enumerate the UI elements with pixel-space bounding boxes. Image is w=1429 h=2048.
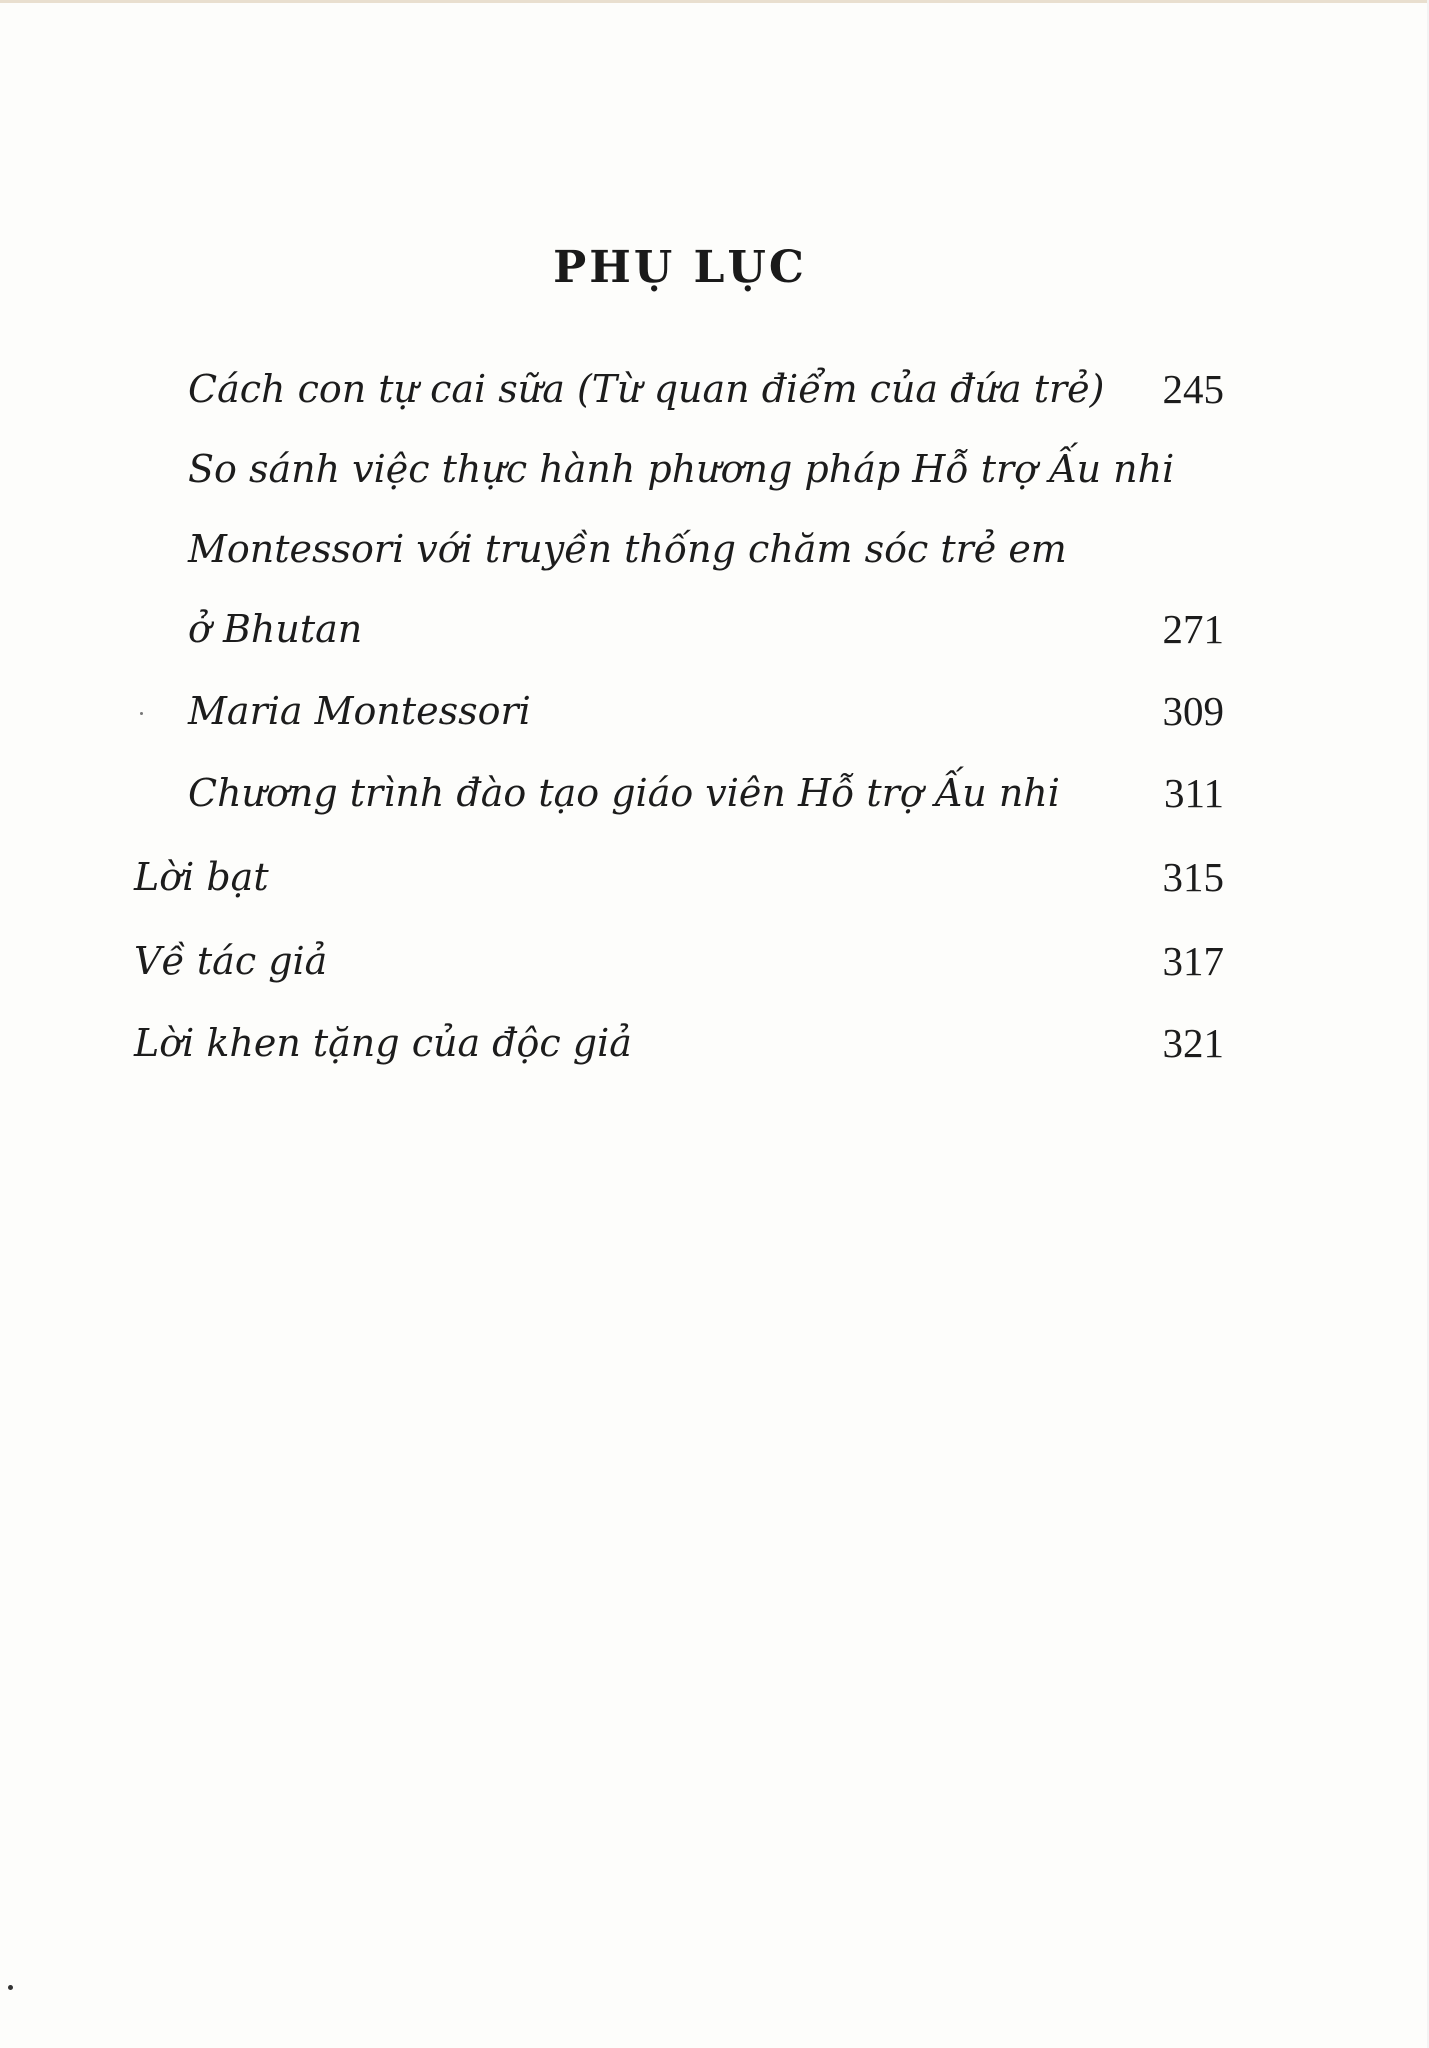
toc-entry-afterword-page: 315 [1162, 854, 1224, 900]
toc-entry-training-page: 311 [1164, 770, 1224, 816]
toc-entry-praise-page: 321 [1162, 1020, 1224, 1066]
page-title: PHỤ LỤC [553, 242, 807, 293]
toc-entry-comparison-line1: So sánh việc thực hành phương pháp Hỗ trợ Ấu nhi [188, 447, 1175, 491]
toc-entry-comparison-line2: Montessori với truyền thống chăm sóc trẻ em [188, 527, 1067, 571]
toc-entry-weaning-text: Cách con tự cai sữa (Từ quan điểm của đứa trẻ) [188, 367, 1105, 411]
toc-entry-training-text: Chương trình đào tạo giáo viên Hỗ trợ Ấu nhi [188, 771, 1060, 815]
toc-entry-maria-page: 309 [1162, 688, 1224, 734]
toc-entry-praise-text: Lời khen tặng của độc giả [134, 1021, 632, 1065]
toc-entry-comparison-page: 271 [1162, 606, 1224, 652]
toc-entry-author-text: Về tác giả [134, 939, 328, 983]
scan-speck-corner [8, 1985, 13, 1990]
toc-entry-author-page: 317 [1162, 938, 1224, 984]
toc-entry-afterword-text: Lời bạt [134, 855, 269, 899]
scan-speck [140, 712, 143, 715]
toc-entry-maria-text: Maria Montessori [188, 689, 531, 733]
toc-entry-comparison-line3: ở Bhutan [188, 607, 363, 651]
toc-entry-weaning-page: 245 [1162, 366, 1224, 412]
